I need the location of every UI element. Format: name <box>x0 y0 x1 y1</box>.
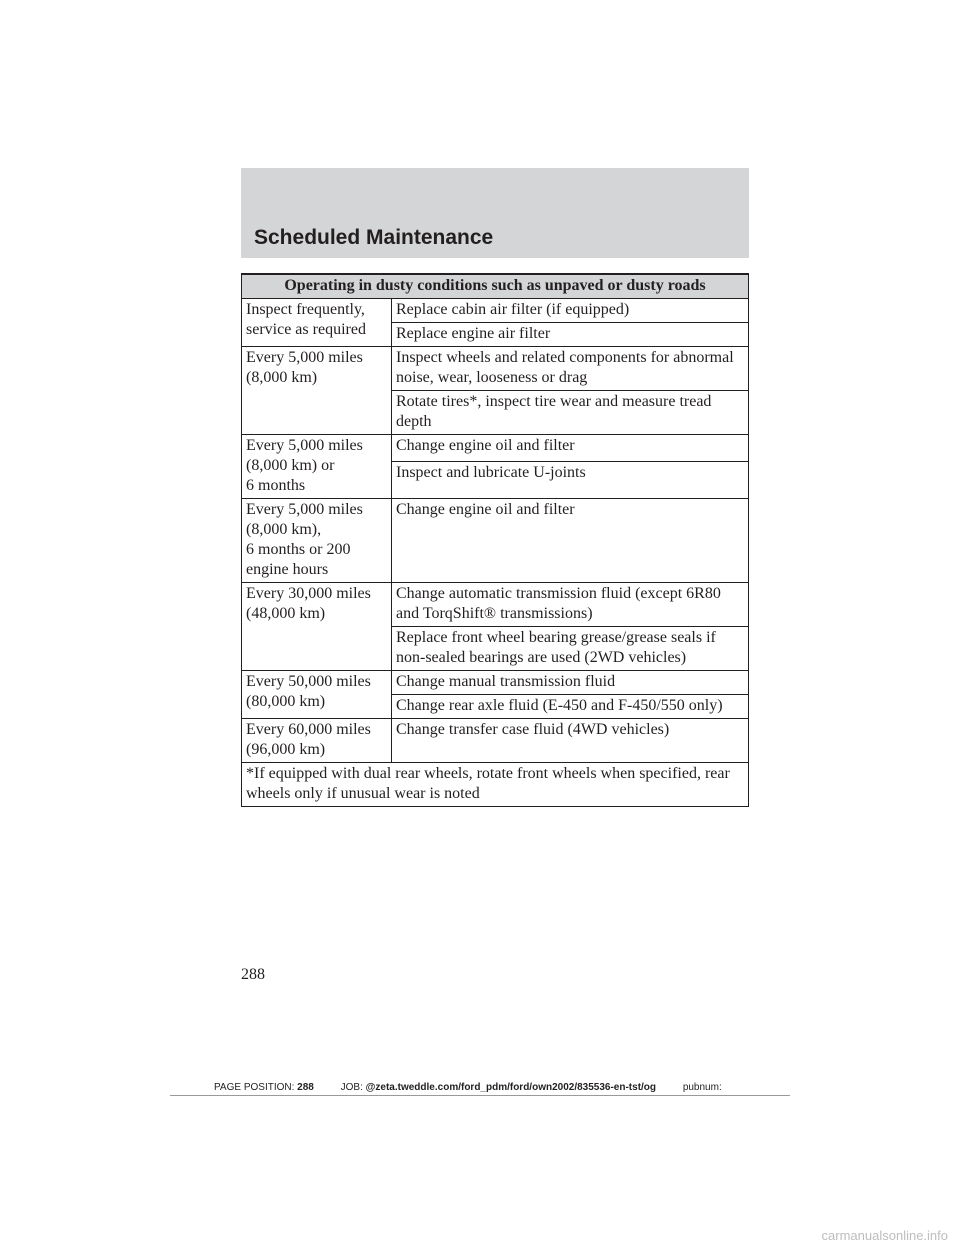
task-cell: Replace cabin air filter (if equipped) <box>392 299 749 323</box>
task-cell: Inspect and lubricate U-joints <box>392 462 749 499</box>
interval-cell: Every 5,000 miles (8,000 km) <box>242 347 392 435</box>
task-cell: Change engine oil and filter <box>392 435 749 462</box>
table-row <box>242 583 749 627</box>
task-cell: Replace front wheel bearing grease/grease seals if non-sealed bearings are used (2WD vehicles) <box>392 627 749 671</box>
job-label: JOB: <box>340 1082 363 1093</box>
table-row <box>242 719 749 763</box>
interval-cell: Every 5,000 miles (8,000 km), 6 months or 200 engine hours <box>242 499 392 583</box>
page-position-label: PAGE POSITION: <box>214 1082 295 1093</box>
print-footer <box>214 1082 722 1093</box>
table-header-row <box>242 274 749 299</box>
watermark: carmanualsonline.info <box>821 1228 948 1243</box>
interval-cell: Every 50,000 miles (80,000 km) <box>242 671 392 719</box>
page-number: 288 <box>241 966 265 983</box>
interval-cell: Inspect frequently, service as required <box>242 299 392 347</box>
table-row <box>242 435 749 462</box>
table-footnote-row <box>242 763 749 807</box>
interval-cell: Every 30,000 miles (48,000 km) <box>242 583 392 671</box>
interval-cell: Every 60,000 miles (96,000 km) <box>242 719 392 763</box>
task-cell: Rotate tires*, inspect tire wear and measure tread depth <box>392 391 749 435</box>
job-value: @zeta.tweddle.com/ford_pdm/ford/own2002/835536-en-tst/og <box>365 1082 657 1093</box>
task-cell: Inspect wheels and related components for abnormal noise, wear, looseness or drag <box>392 347 749 391</box>
pubnum-label: pubnum: <box>682 1082 722 1093</box>
table-row <box>242 671 749 695</box>
task-cell: Replace engine air filter <box>392 323 749 347</box>
footer-divider <box>170 1095 790 1096</box>
page-position-value: 288 <box>297 1082 314 1093</box>
footnote-cell: *If equipped with dual rear wheels, rotate front wheels when specified, rear wheels only if unusual wear is noted <box>242 763 749 807</box>
table-row <box>242 299 749 323</box>
task-cell: Change automatic transmission fluid (except 6R80 and TorqShift® transmissions) <box>392 583 749 627</box>
task-cell: Change manual transmission fluid <box>392 671 749 695</box>
task-cell: Change rear axle fluid (E-450 and F-450/550 only) <box>392 695 749 719</box>
section-title: Scheduled Maintenance <box>254 226 494 249</box>
table-row <box>242 499 749 583</box>
maintenance-table <box>241 273 749 807</box>
table-header: Operating in dusty conditions such as unpaved or dusty roads <box>242 274 749 299</box>
task-cell: Change transfer case fluid (4WD vehicles) <box>392 719 749 763</box>
interval-cell: Every 5,000 miles (8,000 km) or 6 months <box>242 435 392 499</box>
table-row <box>242 347 749 391</box>
task-cell: Change engine oil and filter <box>392 499 749 583</box>
